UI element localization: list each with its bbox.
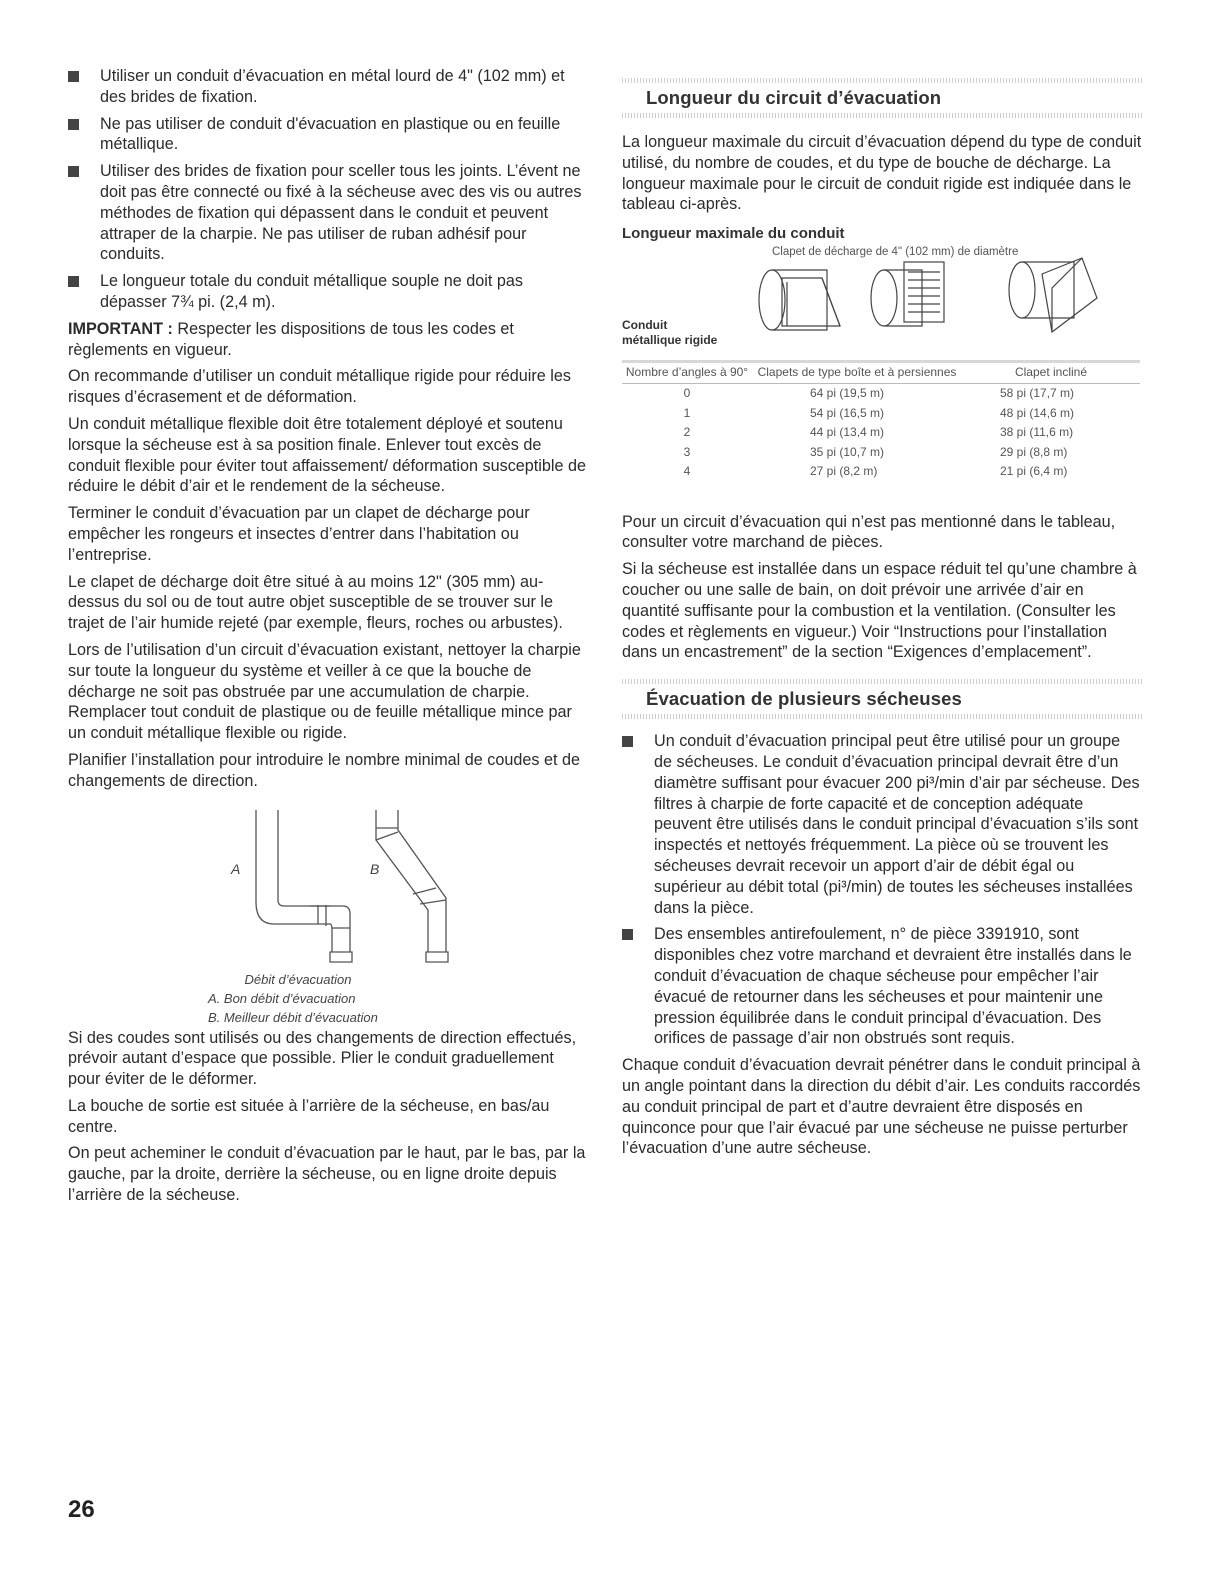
square-bullet-icon [68, 276, 79, 287]
conduit-label-line: métallique rigide [622, 333, 718, 348]
paragraph: Pour un circuit d’évacuation qui n’est pas mentionné dans le tableau, consulter votre marchand de pièces. [622, 512, 1116, 552]
bullet-item [68, 271, 588, 313]
section-header-multiple-dryers [622, 679, 1142, 719]
section-title: Longueur du circuit d’évacuation [646, 87, 942, 108]
section-header-length [622, 78, 1142, 118]
vent-hood-drawings [622, 248, 1142, 360]
square-bullet-icon [68, 166, 79, 177]
right-column [622, 78, 1142, 1165]
table-cell: 2 [683, 425, 691, 440]
paragraph: On recommande d’utiliser un conduit métallique rigide pour réduire les risques d’écrasement et de déformation. [68, 367, 571, 407]
table-cell: 38 pi (11,6 m) [1000, 425, 1074, 440]
bullet-text: Utiliser des brides de fixation pour sceller tous les joints. L’évent ne doit pas être connecté ou fixé à la sécheuse avec des vis ou autres méthodes de fixation qui dépassent dans le conduit et peuvent attraper de la charpie. Ne pas utiliser de ruban adhésif pour conduits. [100, 162, 582, 264]
paragraph: Planifier l’installation pour introduire le nombre minimal de coudes et de changements de direction. [68, 750, 580, 790]
paragraph: La longueur maximale du circuit d’évacuation dépend du type de conduit utilisé, du nombre de coudes, et du type de bouche de décharge. La longueur maximale pour le circuit de conduit rigide est indiquée dans le tableau ci-après. [622, 133, 1142, 214]
hood-caption: Clapet de décharge de 4" (102 mm) de diamètre [772, 246, 1019, 259]
bullet-item [68, 114, 588, 156]
angled-hood-icon [1009, 258, 1097, 332]
table-cell: 44 pi (13,4 m) [810, 425, 885, 440]
left-column [68, 66, 588, 1212]
bullet-text: Un conduit d’évacuation principal peut être utilisé pour un groupe de sécheuses. Le conduit d’évacuation principal devrait être d’un diamètre suffisant pour évacuer 200 pi³/min d’air par sécheuse. Des filtres à charpie de forte capacité et de conception adéquate peuvent être utilisés dans le conduit principal d’évacuation s’ils sont inspectés et nettoyés fréquemment. La pièce où se trouvent les sécheuses devrait recevoir un apport d’air de débit égal ou supérieur au débit total (pi³/min) de toutes les sécheuses installées dans la pièce. [654, 732, 1140, 917]
table-cell: 3 [683, 444, 691, 459]
important-text: Respecter les dispositions de tous les codes et règlements en vigueur. [68, 319, 514, 359]
figure-label-a: A [231, 860, 241, 877]
table-cell: 1 [683, 405, 691, 420]
table-row [622, 404, 1140, 424]
paragraph: La bouche de sortie est située à l’arrière de la sécheuse, en bas/au centre. [68, 1096, 550, 1136]
header-rule [622, 679, 1142, 684]
figure-caption [68, 970, 528, 1027]
column-header: Nombre d’angles à 90° [625, 365, 749, 380]
table-cell: 58 pi (17,7 m) [1000, 386, 1075, 401]
duct-b [376, 810, 448, 962]
table-cell: 21 pi (6,4 m) [1000, 464, 1068, 479]
paragraph: Terminer le conduit d’évacuation par un clapet de décharge pour empêcher les rongeurs et insectes d’entrer dans l’habitation ou l’entreprise. [68, 504, 530, 564]
header-rule [622, 78, 1142, 83]
paragraph: On peut acheminer le conduit d’évacuation par le haut, par le bas, par la gauche, par la droite, derrière la sécheuse, ou en ligne droite depuis l’arrière de la sécheuse. [68, 1144, 586, 1205]
paragraph: Si des coudes sont utilisés ou des changements de direction effectués, prévoir autant d’espace que possible. Plier le conduit graduellement pour éviter de le déformer. [68, 1028, 577, 1089]
bullet-item [68, 161, 588, 265]
table-row [622, 423, 1140, 443]
exhaust-flow-figure [68, 798, 588, 1028]
important-label: IMPORTANT : [68, 319, 173, 338]
figure-label-b: B [370, 860, 380, 877]
figure-caption-b: B. Meilleur débit d’évacuation [208, 1009, 378, 1025]
bullet-text: Le longueur totale du conduit métallique souple ne doit pas dépasser 7¾ pi. (2,4 m). [100, 272, 523, 311]
table-row [622, 462, 1140, 482]
bullet-text: Utiliser un conduit d’évacuation en métal lourd de 4" (102 mm) et des brides de fixation. [100, 67, 565, 106]
box-hood-icon [759, 270, 840, 330]
header-rule [622, 113, 1142, 118]
paragraph: Le clapet de décharge doit être situé à au moins 12" (305 mm) au-dessus du sol ou de tout autre objet susceptible de se trouver sur le trajet de l’air humide rejeté (par exemple, fleurs, roches ou arbustes). [68, 572, 563, 633]
table-cell: 48 pi (14,6 m) [1000, 405, 1075, 420]
table-cell: 54 pi (16,5 m) [810, 405, 885, 420]
duct-diagram [68, 802, 588, 982]
duct-a [256, 810, 352, 962]
paragraph: Lors de l’utilisation d’un circuit d’évacuation existant, nettoyer la charpie sur toute la longueur du système et veiller à ce que la bouche de décharge ne soit pas obstruée par une accumulation de charpie. Remplacer tout conduit de plastique ou de feuille métallique mince par un conduit métallique flexible ou rigide. [68, 640, 581, 743]
paragraph: Chaque conduit d’évacuation devrait pénétrer dans le conduit principal à un angle pointant dans la direction du débit d’air. Les conduits raccordés au conduit principal de part et d’autre devraient être disposés en quinconce pour que l’air évacué par une sécheuse ne puisse perturber l’évacuation d’une autre sécheuse. [622, 1056, 1141, 1158]
bullet-item [68, 66, 588, 108]
square-bullet-icon [622, 929, 633, 940]
table-header-row [622, 362, 1140, 384]
paragraph: Si la sécheuse est installée dans un espace réduit tel qu’une chambre à coucher ou une salle de bain, on doit prévoir une arrivée d’air en quantité suffisante pour la combustion et la ventilation. (Consulter les codes et règlements en vigueur.) Voir “Instructions pour l’installation dans un encastrement” de la section “Exigences d’emplacement”. [622, 560, 1137, 662]
table-cell: 35 pi (10,7 m) [810, 444, 885, 459]
column-header: Clapet incliné [1014, 365, 1088, 380]
table-cell: 4 [683, 464, 691, 479]
table-cell: 29 pi (8,8 m) [1000, 444, 1068, 459]
square-bullet-icon [622, 736, 633, 747]
table-row [622, 384, 1140, 404]
table-cell: 27 pi (8,2 m) [810, 464, 878, 479]
square-bullet-icon [68, 119, 79, 130]
header-rule [622, 714, 1142, 719]
paragraph: Un conduit métallique flexible doit être totalement déployé et soutenu lorsque la sécheuse est à sa position finale. Enlever tout excès de conduit flexible pour éviter tout affaissement/ déformation susceptible de réduire le débit d’air et le rendement de la sécheuse. [68, 414, 586, 496]
louvered-hood-icon [871, 262, 944, 326]
bullet-item [622, 924, 1142, 1049]
important-note [68, 319, 588, 361]
vent-hoods-figure [622, 248, 1142, 360]
vent-length-table [622, 360, 1140, 482]
column-header: Clapets de type boîte et à persiennes [757, 365, 957, 380]
section-title: Évacuation de plusieurs sécheuses [646, 688, 962, 710]
bullet-item [622, 731, 1142, 918]
table-cell: 64 pi (19,5 m) [810, 386, 885, 401]
figure-caption-a: A. Bon débit d’évacuation [208, 990, 356, 1006]
table-title: Longueur maximale du conduit [622, 225, 845, 243]
bullet-text: Des ensembles antirefoulement, n° de pièce 3391910, sont disponibles chez votre marchand et devraient être installés dans le conduit d’évacuation de chaque sécheuse pour empêcher l’air évacué de retourner dans les sécheuses et pour maintenir une pression équilibrée dans le conduit principal d’évacuation. Des orifices de passage d’air non obstrués sont requis. [654, 925, 1132, 1048]
conduit-label-line: Conduit [622, 318, 668, 333]
table-cell: 0 [683, 386, 691, 401]
figure-caption-title: Débit d’évacuation [244, 971, 352, 987]
page-number: 26 [68, 1496, 95, 1523]
square-bullet-icon [68, 71, 79, 82]
table-row [622, 443, 1140, 463]
bullet-text: Ne pas utiliser de conduit d'évacuation en plastique ou en feuille métallique. [100, 114, 561, 154]
